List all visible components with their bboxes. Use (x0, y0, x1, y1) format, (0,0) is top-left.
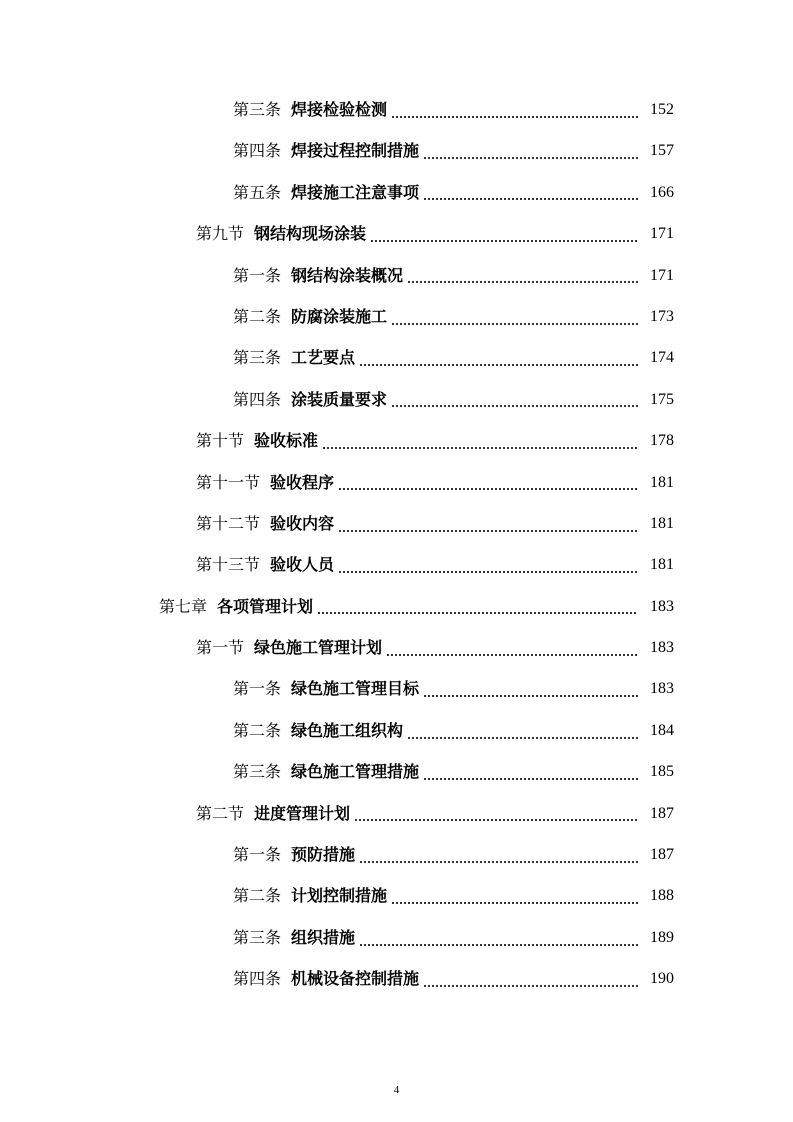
toc-entry[interactable] (0, 503, 793, 544)
toc-entry-number: 第二条 (233, 886, 282, 906)
toc-entry-title: 组织措施 (291, 927, 356, 947)
toc-entry[interactable] (0, 793, 793, 834)
toc-entry-page: 189 (650, 928, 674, 946)
toc-entry-page: 187 (650, 804, 674, 822)
toc-entry-number: 第十一节 (196, 472, 261, 492)
toc-dot-leader (322, 447, 638, 449)
toc-entry-page: 187 (650, 846, 674, 864)
toc-dot-leader (423, 157, 638, 159)
toc-entry-page: 183 (650, 639, 674, 657)
toc-entry[interactable] (0, 958, 793, 999)
toc-entry-title: 验收人员 (270, 555, 335, 575)
toc-dot-leader (354, 819, 638, 821)
toc-entry-page: 188 (650, 887, 674, 905)
toc-entry-number: 第九节 (196, 224, 245, 244)
toc-entry-number: 第二节 (196, 803, 245, 823)
toc-dot-leader (423, 695, 638, 697)
toc-entry-title: 验收程序 (270, 472, 335, 492)
toc-entry[interactable] (0, 89, 793, 130)
toc-entry-title: 验收标准 (254, 431, 319, 451)
toc-entry[interactable] (0, 379, 793, 420)
toc-entry-title: 焊接施工注意事项 (291, 182, 420, 202)
toc-entry-page: 183 (650, 597, 674, 615)
toc-entry[interactable] (0, 710, 793, 751)
toc-entry-title: 绿色施工管理计划 (254, 638, 383, 658)
toc-entry-page: 181 (650, 473, 674, 491)
toc-entry-title: 涂装质量要求 (291, 389, 388, 409)
toc-dot-leader (423, 985, 638, 987)
toc-entry-number: 第七章 (159, 596, 208, 616)
toc-entry-number: 第四条 (233, 969, 282, 989)
toc-entry[interactable] (0, 544, 793, 585)
toc-entry-number: 第二条 (233, 720, 282, 740)
toc-entry-page: 175 (650, 390, 674, 408)
toc-dot-leader (338, 571, 638, 573)
toc-entry-number: 第一节 (196, 638, 245, 658)
toc-entry-number: 第十二节 (196, 513, 261, 533)
toc-entry-title: 预防措施 (291, 845, 356, 865)
toc-entry-page: 183 (650, 680, 674, 698)
toc-entry-title: 进度管理计划 (254, 803, 351, 823)
toc-entry-title: 绿色施工管理措施 (291, 762, 420, 782)
toc-dot-leader (370, 240, 638, 242)
toc-entry[interactable] (0, 255, 793, 296)
toc-entry-number: 第三条 (233, 762, 282, 782)
toc-entry[interactable] (0, 875, 793, 916)
toc-entry[interactable] (0, 337, 793, 378)
toc-entry-number: 第一条 (233, 679, 282, 699)
toc-entry-title: 机械设备控制措施 (291, 969, 420, 989)
toc-dot-leader (338, 488, 638, 490)
toc-dot-leader (423, 198, 638, 200)
toc-entry-title: 计划控制措施 (291, 886, 388, 906)
toc-entry[interactable] (0, 627, 793, 668)
toc-dot-leader (407, 281, 638, 283)
toc-entry-number: 第四条 (233, 389, 282, 409)
toc-entry-number: 第三条 (233, 100, 282, 119)
toc-dot-leader (386, 654, 638, 656)
toc-dot-leader (391, 405, 638, 407)
toc-dot-leader (391, 116, 638, 118)
toc-entry-title: 绿色施工组织构 (291, 720, 404, 740)
toc-entry-page: 171 (650, 225, 674, 243)
toc-entry-title: 防腐涂装施工 (291, 306, 388, 326)
toc-entry-title: 工艺要点 (291, 348, 356, 368)
toc-entry[interactable] (0, 586, 793, 627)
toc-entry-number: 第十节 (196, 431, 245, 451)
toc-entry-number: 第三条 (233, 927, 282, 947)
toc-entry-page: 181 (650, 514, 674, 532)
toc-dot-leader (359, 364, 638, 366)
toc-dot-leader (391, 902, 638, 904)
toc-entry-page: 184 (650, 721, 674, 739)
toc-entry-page: 171 (650, 266, 674, 284)
toc-entry[interactable] (0, 751, 793, 792)
toc-entry[interactable] (0, 172, 793, 213)
toc-entry[interactable] (0, 462, 793, 503)
toc-entry-title: 焊接检验检测 (291, 100, 388, 119)
toc-entry-page: 185 (650, 763, 674, 781)
toc-entry[interactable] (0, 668, 793, 709)
toc-entry-page: 152 (650, 101, 674, 118)
toc-dot-leader (407, 737, 638, 739)
toc-entry-title: 钢结构现场涂装 (254, 224, 367, 244)
page-number-footer: 4 (393, 1084, 400, 1096)
toc-entry[interactable] (0, 130, 793, 171)
toc-entry-number: 第一条 (233, 265, 282, 285)
toc-entry-page: 173 (650, 307, 674, 325)
toc-entry-page: 178 (650, 432, 674, 450)
toc-entry-number: 第四条 (233, 141, 282, 161)
toc-entry-number: 第三条 (233, 348, 282, 368)
toc-dot-leader (338, 530, 638, 532)
toc-entry[interactable] (0, 296, 793, 337)
toc-entry-page: 181 (650, 556, 674, 574)
toc-entry-number: 第五条 (233, 182, 282, 202)
toc-entry-title: 各项管理计划 (217, 596, 314, 616)
toc-dot-leader (423, 778, 638, 780)
toc-dot-leader (317, 612, 638, 614)
toc-entry-number: 第二条 (233, 306, 282, 326)
toc-entry-title: 钢结构涂装概况 (291, 265, 404, 285)
toc-entry-title: 验收内容 (270, 513, 335, 533)
toc-dot-leader (359, 944, 638, 946)
toc-entry-number: 第十三节 (196, 555, 261, 575)
toc-entry[interactable] (0, 834, 793, 875)
toc-entry[interactable] (0, 917, 793, 958)
toc-entry-page: 174 (650, 349, 674, 367)
toc-entry-number: 第一条 (233, 845, 282, 865)
table-of-contents (0, 89, 793, 1000)
toc-entry-page: 166 (650, 183, 674, 201)
toc-dot-leader (359, 861, 638, 863)
toc-dot-leader (391, 323, 638, 325)
toc-entry-page: 190 (650, 970, 674, 988)
toc-entry[interactable] (0, 213, 793, 254)
toc-entry-title: 绿色施工管理目标 (291, 679, 420, 699)
toc-entry-page: 157 (650, 142, 674, 160)
toc-entry-title: 焊接过程控制措施 (291, 141, 420, 161)
toc-entry[interactable] (0, 420, 793, 461)
